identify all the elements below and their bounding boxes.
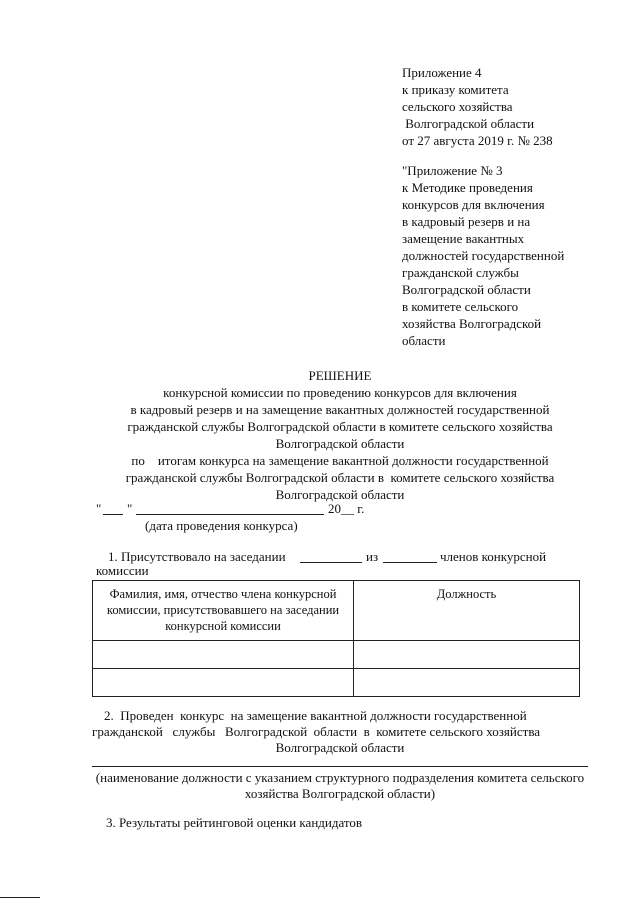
section2-line2: гражданской службы Волгоградской области в комитете сельского хозяйства (92, 724, 541, 739)
date-open-quote: " (96, 501, 102, 516)
appendix3-line: хозяйства Волгоградской (402, 316, 542, 331)
section1-attended-blank (300, 562, 362, 563)
section2-line3: Волгоградской области (275, 740, 405, 755)
section1-commission: комиссии (96, 563, 149, 578)
appendix4-line: сельского хозяйства (402, 99, 513, 114)
section1-total-blank (383, 562, 437, 563)
date-year: 20__ г. (328, 501, 365, 516)
appendix3-line: Волгоградской области (402, 282, 531, 297)
date-close-quote: " (127, 501, 133, 516)
heading-line: по итогам конкурса на замещение вакантной должности государственной (131, 453, 549, 468)
heading-block (0, 384, 640, 503)
section3-text: 3. Результаты рейтинговой оценки кандидатов (106, 815, 363, 830)
date-day-blank (103, 514, 123, 515)
position-name-blank (92, 766, 588, 767)
section2-line1: 2. Проведен конкурс на замещение вакантной должности государственной (104, 708, 527, 723)
heading-line: гражданской службы Волгоградской области в комитете сельского хозяйства (125, 470, 555, 485)
appendix3-block (402, 162, 564, 349)
section1-members: членов конкурсной (440, 549, 547, 564)
appendix3-line: гражданской службы (402, 265, 519, 280)
appendix3-line: в кадровый резерв и на (402, 214, 531, 229)
section1-text: 1. Присутствовало на заседании (108, 549, 286, 564)
date-caption: (дата проведения конкурса) (145, 518, 298, 533)
table-row (93, 669, 580, 697)
name-cell[interactable] (93, 669, 354, 697)
name-cell[interactable] (93, 641, 354, 669)
heading-line: в кадровый резерв и на замещение вакантных должностей государственной (130, 402, 550, 417)
section1-from: из (366, 549, 379, 564)
header-name-cell: Фамилия, имя, отчество члена конкурсной комиссии, присутствовавшего на заседании конкурсной комиссии (93, 581, 354, 641)
appendix3-line: в комитете сельского (402, 299, 519, 314)
heading-line: конкурсной комиссии по проведению конкурсов для включения (163, 385, 517, 400)
table-header-row (93, 581, 580, 641)
appendix4-block (402, 64, 553, 149)
appendix3-line: области (402, 333, 446, 348)
appendix3-line: должностей государственной (402, 248, 565, 263)
appendix4-line: к приказу комитета (402, 82, 509, 97)
document-title: РЕШЕНИЕ (308, 368, 372, 383)
appendix4-line: от 27 августа 2019 г. № 238 (402, 133, 553, 148)
date-month-blank (136, 514, 324, 515)
heading-line: гражданской службы Волгоградской области в комитете сельского хозяйства (127, 419, 553, 434)
footer-divider (0, 897, 40, 898)
section2-caption2: хозяйства Волгоградской области) (244, 786, 436, 801)
position-cell[interactable] (354, 641, 580, 669)
members-table (92, 580, 580, 697)
header-position-cell: Должность (354, 581, 580, 641)
position-cell[interactable] (354, 669, 580, 697)
section2-caption1: (наименование должности с указанием структурного подразделения комитета сельского (95, 770, 585, 785)
appendix3-line: замещение вакантных (402, 231, 525, 246)
heading-line: Волгоградской области (275, 436, 405, 451)
appendix3-line: конкурсов для включения (402, 197, 545, 212)
appendix3-line: "Приложение № 3 (402, 163, 503, 178)
appendix4-line: Приложение 4 (402, 65, 482, 80)
heading-line: Волгоградской области (275, 487, 405, 502)
appendix3-line: к Методике проведения (402, 180, 533, 195)
appendix4-line: Волгоградской области (402, 116, 535, 131)
table-row (93, 641, 580, 669)
